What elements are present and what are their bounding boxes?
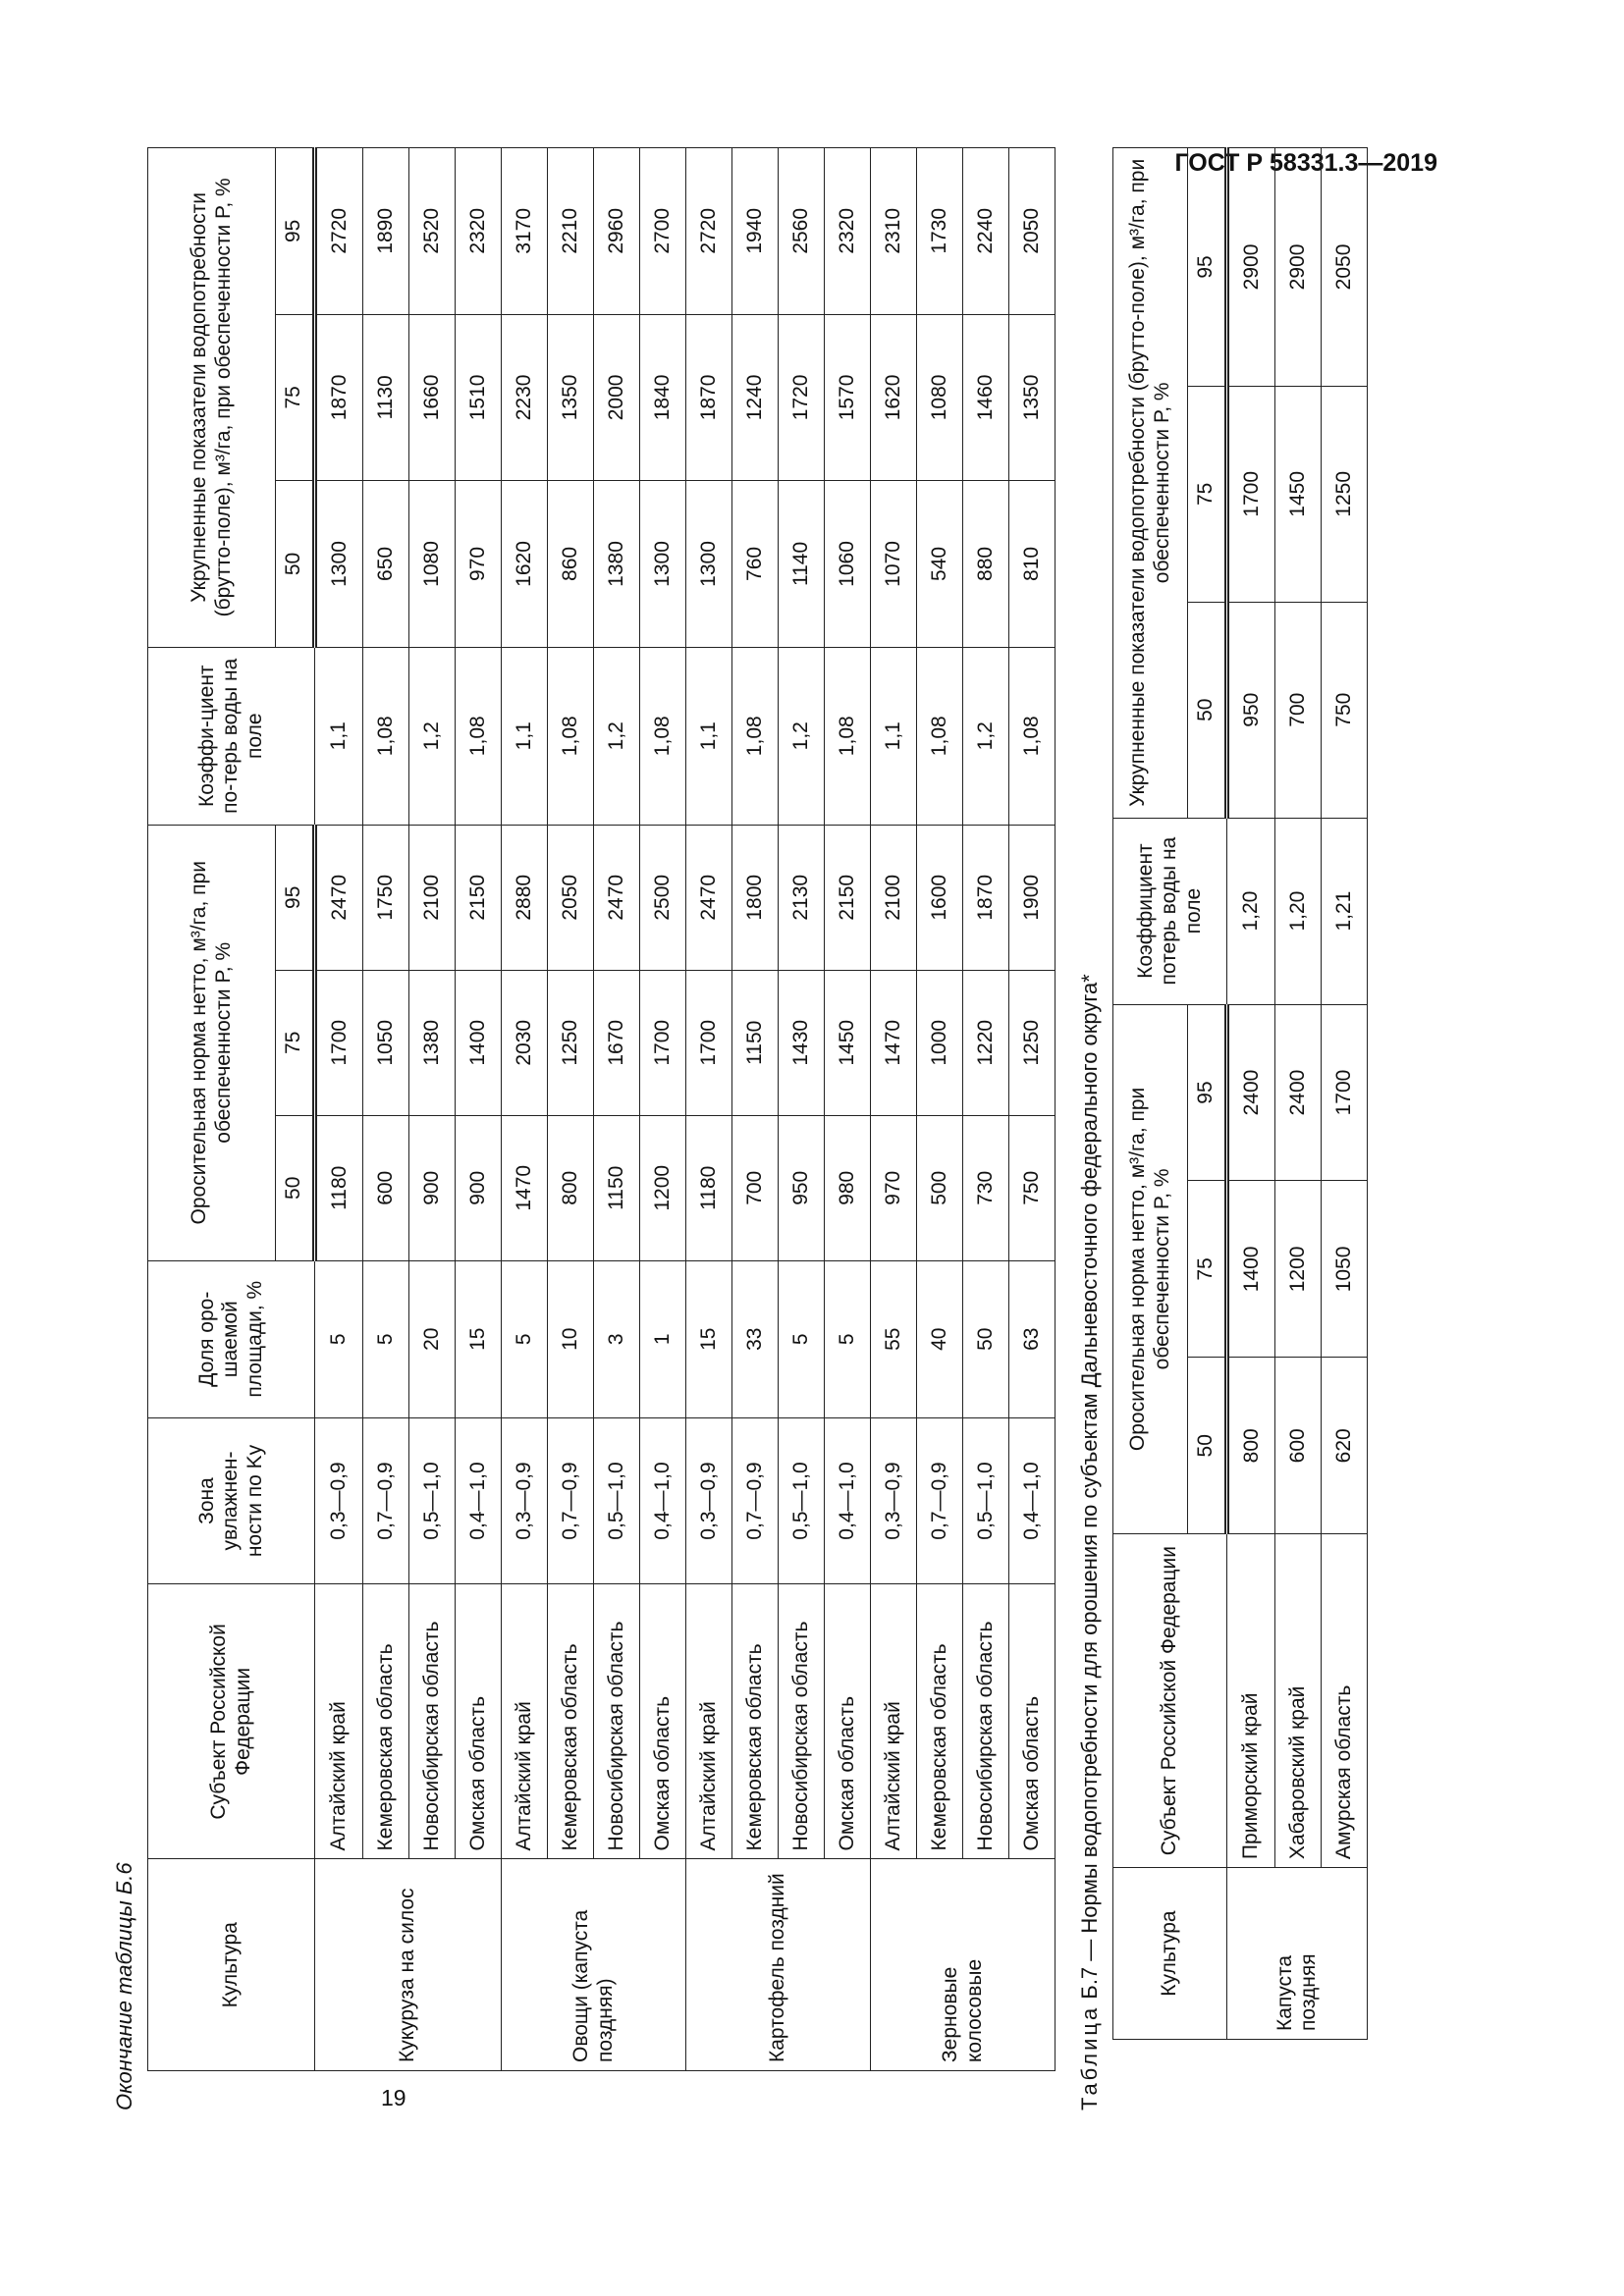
value-cell: 1700 xyxy=(640,970,686,1115)
value-cell: 1080 xyxy=(917,314,963,481)
value-cell: 2470 xyxy=(315,825,363,970)
value-cell: 1250 xyxy=(548,970,594,1115)
value-cell: 730 xyxy=(963,1115,1009,1260)
value-cell: 0,5—1,0 xyxy=(779,1417,825,1584)
header-p50: 50 xyxy=(276,481,315,648)
value-cell: 750 xyxy=(1009,1115,1056,1260)
value-cell: 1720 xyxy=(779,314,825,481)
rotated-content xyxy=(108,147,1443,2110)
value-cell: 1,2 xyxy=(963,647,1009,825)
value-cell: 1,08 xyxy=(456,647,502,825)
value-cell: 970 xyxy=(456,481,502,648)
value-cell: 1300 xyxy=(686,481,732,648)
table-row xyxy=(963,148,1009,2071)
value-cell: 1600 xyxy=(917,825,963,970)
document-header: ГОСТ Р 58331.3—2019 xyxy=(1174,149,1437,177)
table-row xyxy=(686,148,732,2071)
value-cell: 5 xyxy=(825,1260,871,1417)
subject-cell: Приморский край xyxy=(1227,1534,1275,1868)
subject-cell: Омская область xyxy=(825,1584,871,1859)
value-cell: 1940 xyxy=(732,148,779,315)
value-cell: 1140 xyxy=(779,481,825,648)
value-cell: 2400 xyxy=(1227,1004,1275,1181)
value-cell: 0,4—1,0 xyxy=(640,1417,686,1584)
value-cell: 1350 xyxy=(548,314,594,481)
value-cell: 540 xyxy=(917,481,963,648)
value-cell: 1,08 xyxy=(640,647,686,825)
value-cell: 1,21 xyxy=(1322,818,1368,1004)
value-cell: 0,4—1,0 xyxy=(456,1417,502,1584)
value-cell: 2230 xyxy=(502,314,548,481)
value-cell: 760 xyxy=(732,481,779,648)
table-row xyxy=(1227,148,1275,2040)
value-cell: 0,4—1,0 xyxy=(1009,1417,1056,1584)
value-cell: 1,1 xyxy=(871,647,917,825)
value-cell: 1250 xyxy=(1009,970,1056,1115)
culture-cell: Капуста поздняя xyxy=(1227,1868,1368,2040)
value-cell: 63 xyxy=(1009,1260,1056,1417)
value-cell: 1450 xyxy=(825,970,871,1115)
header-gross: Укрупненные показатели водопотребности (брутто-поле), м³/га, при обеспеченности P, % xyxy=(148,148,276,648)
header-p50: 50 xyxy=(276,1115,315,1260)
value-cell: 2960 xyxy=(594,148,640,315)
value-cell: 1,08 xyxy=(732,647,779,825)
value-cell: 1070 xyxy=(871,481,917,648)
value-cell: 2240 xyxy=(963,148,1009,315)
value-cell: 5 xyxy=(315,1260,363,1417)
value-cell: 2560 xyxy=(779,148,825,315)
value-cell: 2400 xyxy=(1275,1004,1322,1181)
header-net-norm: Оросительная норма нетто, м³/га, при обеспеченности P, % xyxy=(148,825,276,1260)
value-cell: 10 xyxy=(548,1260,594,1417)
table-row xyxy=(363,148,409,2071)
value-cell: 0,7—0,9 xyxy=(363,1417,409,1584)
value-cell: 1670 xyxy=(594,970,640,1115)
table-row xyxy=(548,148,594,2071)
table-row xyxy=(456,148,502,2071)
culture-cell: Овощи (капуста поздняя) xyxy=(502,1859,686,2071)
subject-cell: Алтайский край xyxy=(871,1584,917,1859)
table-row xyxy=(315,148,363,2071)
table-b7-caption xyxy=(1073,147,1107,2110)
value-cell: 0,5—1,0 xyxy=(963,1417,1009,1584)
value-cell: 1050 xyxy=(363,970,409,1115)
value-cell: 2050 xyxy=(1009,148,1056,315)
value-cell: 1510 xyxy=(456,314,502,481)
table-b6-body xyxy=(315,148,1056,2071)
header-culture: Культура xyxy=(1113,1868,1227,2040)
header-p75: 75 xyxy=(1188,386,1227,602)
subject-cell: Кемеровская область xyxy=(363,1584,409,1859)
value-cell: 1840 xyxy=(640,314,686,481)
table-b7 xyxy=(1112,147,1368,2040)
table-row xyxy=(1322,148,1368,2040)
subject-cell: Новосибирская область xyxy=(409,1584,456,1859)
subject-cell: Алтайский край xyxy=(686,1584,732,1859)
value-cell: 2310 xyxy=(871,148,917,315)
value-cell: 2720 xyxy=(686,148,732,315)
header-gross: Укрупненные показатели водопотребности (брутто-поле), м³/га, при обеспеченности P, % xyxy=(1113,148,1188,819)
value-cell: 2000 xyxy=(594,314,640,481)
value-cell: 620 xyxy=(1322,1358,1368,1534)
value-cell: 1,08 xyxy=(825,647,871,825)
table-row xyxy=(1009,148,1056,2071)
value-cell: 1380 xyxy=(594,481,640,648)
value-cell: 950 xyxy=(779,1115,825,1260)
value-cell: 500 xyxy=(917,1115,963,1260)
value-cell: 2900 xyxy=(1227,148,1275,387)
page-number: 19 xyxy=(381,2085,406,2110)
value-cell: 50 xyxy=(963,1260,1009,1417)
value-cell: 1,08 xyxy=(548,647,594,825)
value-cell: 800 xyxy=(1227,1358,1275,1534)
value-cell: 880 xyxy=(963,481,1009,648)
value-cell: 1240 xyxy=(732,314,779,481)
table-row xyxy=(502,148,548,2071)
value-cell: 900 xyxy=(456,1115,502,1260)
subject-cell: Омская область xyxy=(640,1584,686,1859)
header-p95: 95 xyxy=(276,148,315,315)
value-cell: 1,1 xyxy=(686,647,732,825)
subject-cell: Новосибирская область xyxy=(594,1584,640,1859)
value-cell: 2130 xyxy=(779,825,825,970)
value-cell: 1220 xyxy=(963,970,1009,1115)
header-p75: 75 xyxy=(276,970,315,1115)
table-row xyxy=(825,148,871,2071)
table-row xyxy=(1275,148,1322,2040)
value-cell: 1200 xyxy=(640,1115,686,1260)
header-net-norm: Оросительная норма нетто, м³/га, при обеспеченности P, % xyxy=(1113,1004,1188,1534)
header-p75: 75 xyxy=(276,314,315,481)
value-cell: 1700 xyxy=(1227,386,1275,602)
table-row xyxy=(409,148,456,2071)
culture-cell: Кукуруза на силос xyxy=(315,1859,502,2071)
value-cell: 1150 xyxy=(732,970,779,1115)
value-cell: 1730 xyxy=(917,148,963,315)
value-cell: 1180 xyxy=(686,1115,732,1260)
value-cell: 860 xyxy=(548,481,594,648)
value-cell: 1620 xyxy=(871,314,917,481)
value-cell: 2470 xyxy=(594,825,640,970)
value-cell: 1,20 xyxy=(1275,818,1322,1004)
value-cell: 1900 xyxy=(1009,825,1056,970)
value-cell: 800 xyxy=(548,1115,594,1260)
value-cell: 1570 xyxy=(825,314,871,481)
value-cell: 0,3—0,9 xyxy=(871,1417,917,1584)
caption-label: Таблица xyxy=(1077,2004,1102,2110)
value-cell: 970 xyxy=(871,1115,917,1260)
header-zone: Зона увлажнен-ности по Kу xyxy=(148,1417,315,1584)
value-cell: 1750 xyxy=(363,825,409,970)
value-cell: 2050 xyxy=(1322,148,1368,387)
header-coef: Коэффициент потерь воды на поле xyxy=(1113,818,1227,1004)
subject-cell: Алтайский край xyxy=(502,1584,548,1859)
value-cell: 900 xyxy=(409,1115,456,1260)
value-cell: 2150 xyxy=(825,825,871,970)
value-cell: 650 xyxy=(363,481,409,648)
subject-cell: Алтайский край xyxy=(315,1584,363,1859)
header-culture: Культура xyxy=(148,1859,315,2071)
value-cell: 0,5—1,0 xyxy=(409,1417,456,1584)
value-cell: 1,1 xyxy=(502,647,548,825)
value-cell: 1300 xyxy=(315,481,363,648)
value-cell: 2880 xyxy=(502,825,548,970)
value-cell: 5 xyxy=(363,1260,409,1417)
caption-text: Б.7 — Нормы водопотребности для орошения по субъектам Дальневосточного федерального округа* xyxy=(1077,974,1102,2005)
subject-cell: Кемеровская область xyxy=(548,1584,594,1859)
value-cell: 5 xyxy=(502,1260,548,1417)
value-cell: 1,20 xyxy=(1227,818,1275,1004)
header-p95: 95 xyxy=(1188,1004,1227,1181)
subject-cell: Новосибирская область xyxy=(963,1584,1009,1859)
value-cell: 1700 xyxy=(686,970,732,1115)
table-b6-caption: Окончание таблицы Б.6 xyxy=(112,1862,136,2110)
value-cell: 1430 xyxy=(779,970,825,1115)
value-cell: 2030 xyxy=(502,970,548,1115)
value-cell: 3 xyxy=(594,1260,640,1417)
value-cell: 33 xyxy=(732,1260,779,1417)
header-subject: Субъект Российской Федерации xyxy=(148,1584,315,1859)
subject-cell: Новосибирская область xyxy=(779,1584,825,1859)
value-cell: 2470 xyxy=(686,825,732,970)
value-cell: 1870 xyxy=(315,314,363,481)
value-cell: 1,08 xyxy=(1009,647,1056,825)
value-cell: 15 xyxy=(456,1260,502,1417)
header-subject: Субъект Российской Федерации xyxy=(1113,1534,1227,1868)
header-p95: 95 xyxy=(1188,148,1227,387)
value-cell: 1200 xyxy=(1275,1181,1322,1358)
value-cell: 700 xyxy=(732,1115,779,1260)
value-cell: 1000 xyxy=(917,970,963,1115)
value-cell: 1460 xyxy=(963,314,1009,481)
value-cell: 1620 xyxy=(502,481,548,648)
culture-cell: Зерновые колосовые xyxy=(871,1859,1056,2071)
value-cell: 1,2 xyxy=(409,647,456,825)
table-row xyxy=(640,148,686,2071)
header-p95: 95 xyxy=(276,825,315,970)
value-cell: 600 xyxy=(363,1115,409,1260)
value-cell: 40 xyxy=(917,1260,963,1417)
value-cell: 2050 xyxy=(548,825,594,970)
table-row xyxy=(871,148,917,2071)
value-cell: 0,7—0,9 xyxy=(732,1417,779,1584)
value-cell: 3170 xyxy=(502,148,548,315)
value-cell: 1,1 xyxy=(315,647,363,825)
value-cell: 1890 xyxy=(363,148,409,315)
value-cell: 1,08 xyxy=(363,647,409,825)
subject-cell: Омская область xyxy=(1009,1584,1056,1859)
value-cell: 1080 xyxy=(409,481,456,648)
value-cell: 2320 xyxy=(456,148,502,315)
value-cell: 0,3—0,9 xyxy=(502,1417,548,1584)
table-b7-body xyxy=(1227,148,1368,2040)
value-cell: 2150 xyxy=(456,825,502,970)
value-cell: 1060 xyxy=(825,481,871,648)
header-coef: Коэффи-циент по-терь воды на поле xyxy=(148,647,315,825)
value-cell: 1800 xyxy=(732,825,779,970)
value-cell: 1400 xyxy=(456,970,502,1115)
value-cell: 1660 xyxy=(409,314,456,481)
value-cell: 1380 xyxy=(409,970,456,1115)
value-cell: 950 xyxy=(1227,602,1275,818)
value-cell: 1470 xyxy=(502,1115,548,1260)
subject-cell: Амурская область xyxy=(1322,1534,1368,1868)
value-cell: 700 xyxy=(1275,602,1322,818)
header-p75: 75 xyxy=(1188,1181,1227,1358)
value-cell: 1300 xyxy=(640,481,686,648)
value-cell: 5 xyxy=(779,1260,825,1417)
value-cell: 0,7—0,9 xyxy=(548,1417,594,1584)
value-cell: 810 xyxy=(1009,481,1056,648)
value-cell: 0,5—1,0 xyxy=(594,1417,640,1584)
header-share: Доля оро-шаемой площади, % xyxy=(148,1260,315,1417)
value-cell: 1450 xyxy=(1275,386,1322,602)
value-cell: 1,2 xyxy=(779,647,825,825)
table-row xyxy=(594,148,640,2071)
value-cell: 1350 xyxy=(1009,314,1056,481)
table-row xyxy=(779,148,825,2071)
value-cell: 600 xyxy=(1275,1358,1322,1534)
header-p50: 50 xyxy=(1188,1358,1227,1534)
value-cell: 0,4—1,0 xyxy=(825,1417,871,1584)
value-cell: 1870 xyxy=(686,314,732,481)
value-cell: 980 xyxy=(825,1115,871,1260)
value-cell: 15 xyxy=(686,1260,732,1417)
value-cell: 1470 xyxy=(871,970,917,1115)
header-p50: 50 xyxy=(1188,602,1227,818)
value-cell: 1150 xyxy=(594,1115,640,1260)
subject-cell: Хабаровский край xyxy=(1275,1534,1322,1868)
value-cell: 1050 xyxy=(1322,1181,1368,1358)
value-cell: 2100 xyxy=(409,825,456,970)
value-cell: 1870 xyxy=(963,825,1009,970)
table-row xyxy=(917,148,963,2071)
value-cell: 1700 xyxy=(1322,1004,1368,1181)
value-cell: 1130 xyxy=(363,314,409,481)
value-cell: 1180 xyxy=(315,1115,363,1260)
culture-cell: Картофель поздний xyxy=(686,1859,871,2071)
value-cell: 1,2 xyxy=(594,647,640,825)
value-cell: 2210 xyxy=(548,148,594,315)
value-cell: 2520 xyxy=(409,148,456,315)
table-row xyxy=(732,148,779,2071)
value-cell: 2700 xyxy=(640,148,686,315)
value-cell: 55 xyxy=(871,1260,917,1417)
value-cell: 2100 xyxy=(871,825,917,970)
value-cell: 2500 xyxy=(640,825,686,970)
value-cell: 2320 xyxy=(825,148,871,315)
value-cell: 2900 xyxy=(1275,148,1322,387)
value-cell: 1700 xyxy=(315,970,363,1115)
value-cell: 2720 xyxy=(315,148,363,315)
value-cell: 0,3—0,9 xyxy=(315,1417,363,1584)
subject-cell: Омская область xyxy=(456,1584,502,1859)
value-cell: 0,7—0,9 xyxy=(917,1417,963,1584)
value-cell: 0,3—0,9 xyxy=(686,1417,732,1584)
subject-cell: Кемеровская область xyxy=(732,1584,779,1859)
value-cell: 750 xyxy=(1322,602,1368,818)
subject-cell: Кемеровская область xyxy=(917,1584,963,1859)
value-cell: 1,08 xyxy=(917,647,963,825)
value-cell: 20 xyxy=(409,1260,456,1417)
value-cell: 1400 xyxy=(1227,1181,1275,1358)
value-cell: 1 xyxy=(640,1260,686,1417)
table-b6 xyxy=(147,147,1056,2071)
value-cell: 1250 xyxy=(1322,386,1368,602)
